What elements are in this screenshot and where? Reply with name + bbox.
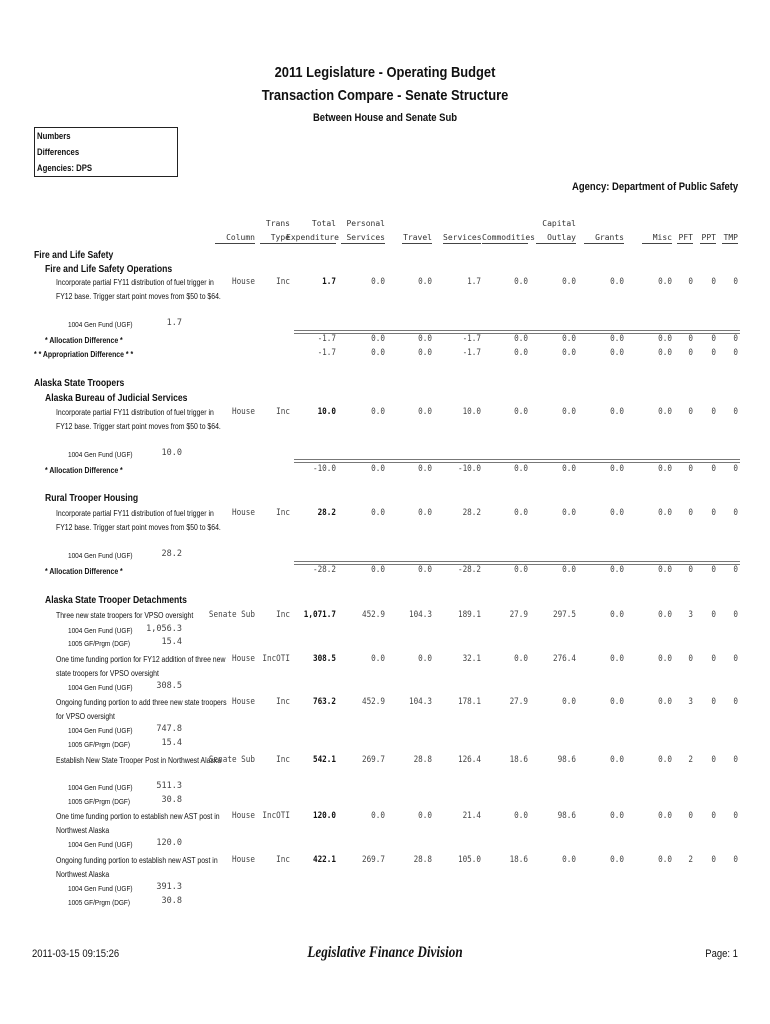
line-item-value: 0 — [711, 407, 716, 417]
division-signature: Legislative Finance Division — [307, 944, 463, 961]
line-item-value: 0.0 — [514, 811, 528, 821]
difference-value: 0.0 — [562, 565, 576, 575]
difference-value: 0 — [733, 348, 738, 358]
transaction-description: Three new state troopers for VPSO oversight — [56, 611, 194, 620]
column-header: Commodities — [482, 233, 535, 242]
transaction-description: Incorporate partial FY11 distribution of fuel trigger in FY12 base. Trigger start point moves from $50 to $64. — [56, 278, 221, 301]
line-item-value: 98.6 — [557, 755, 576, 765]
fund-amount: 120.0 — [156, 838, 182, 848]
difference-value: -1.7 — [317, 334, 336, 344]
difference-value: 0.0 — [562, 348, 576, 358]
difference-value: 0 — [711, 334, 716, 344]
difference-value: 0.0 — [610, 464, 624, 474]
line-item-value: 178.1 — [457, 697, 481, 707]
line-item-value: 452.9 — [361, 697, 385, 707]
line-item-value: 0.0 — [371, 508, 385, 518]
line-item-value: 0 — [733, 855, 738, 865]
line-item-value: 105.0 — [457, 855, 481, 865]
column-value: House — [231, 811, 255, 821]
line-item-value: 10.0 — [462, 407, 481, 417]
column-value: House — [231, 855, 255, 865]
fund-source: 1004 Gen Fund (UGF) — [68, 783, 133, 792]
line-item-value: 0.0 — [418, 811, 432, 821]
line-item-value: 0.0 — [658, 654, 672, 664]
line-item-value: 0 — [688, 277, 693, 287]
trans-type: Inc — [276, 855, 290, 865]
line-item-value: 0 — [688, 811, 693, 821]
timestamp: 2011-03-15 09:15:26 — [32, 948, 120, 960]
line-item-value: 0.0 — [610, 811, 624, 821]
line-item-value: 0.0 — [514, 407, 528, 417]
total-expenditure: 120.0 — [312, 811, 336, 821]
difference-label: * Allocation Difference * — [45, 567, 123, 576]
line-item-value: 0.0 — [371, 277, 385, 287]
line-item-value: 0.0 — [658, 811, 672, 821]
total-expenditure: 1,071.7 — [303, 610, 336, 620]
transaction-description: Incorporate partial FY11 distribution of fuel trigger in FY12 base. Trigger start point moves from $50 to $64. — [56, 509, 221, 532]
filter-differences: Differences — [37, 147, 80, 157]
difference-value: -1.7 — [317, 348, 336, 358]
total-rule — [294, 330, 740, 334]
difference-value: -10.0 — [457, 464, 481, 474]
difference-value: 0.0 — [371, 464, 385, 474]
fund-source: 1004 Gen Fund (UGF) — [68, 626, 133, 635]
line-item-value: 0.0 — [371, 811, 385, 821]
line-item-value: 3 — [688, 610, 693, 620]
total-expenditure: 10.0 — [317, 407, 336, 417]
difference-value: 0 — [733, 464, 738, 474]
difference-value: 0.0 — [418, 348, 432, 358]
column-header: Misc — [642, 232, 672, 244]
fund-source: 1005 GF/Prgm (DGF) — [68, 740, 131, 749]
column-value: Senate Sub — [208, 755, 255, 765]
line-item-value: 0.0 — [610, 277, 624, 287]
total-rule — [294, 459, 740, 463]
line-item-value: 0.0 — [610, 610, 624, 620]
line-item-value: 0 — [733, 407, 738, 417]
column-value: House — [231, 407, 255, 417]
line-item-value: 297.5 — [552, 610, 576, 620]
line-item-value: 0 — [733, 277, 738, 287]
difference-value: -28.2 — [312, 565, 336, 575]
fund-source: 1004 Gen Fund (UGF) — [68, 551, 133, 560]
trans-type: Inc — [276, 407, 290, 417]
line-item-value: 0 — [733, 755, 738, 765]
line-item-value: 1.7 — [467, 277, 481, 287]
column-header: Outlay — [536, 232, 576, 244]
fund-amount: 30.8 — [161, 896, 182, 906]
filter-numbers: Numbers — [37, 131, 71, 141]
difference-value: 0.0 — [514, 348, 528, 358]
column-header: Services — [443, 233, 482, 242]
line-item-value: 0.0 — [562, 508, 576, 518]
difference-value: 0.0 — [514, 464, 528, 474]
difference-value: 0 — [688, 565, 693, 575]
difference-label: * * Appropriation Difference * * — [34, 350, 134, 359]
column-value: House — [231, 277, 255, 287]
difference-value: 0.0 — [610, 334, 624, 344]
line-item-value: 0.0 — [658, 697, 672, 707]
line-item-value: 189.1 — [457, 610, 481, 620]
difference-value: 0 — [733, 565, 738, 575]
page-number: Page: 1 — [705, 948, 738, 960]
line-item-value: 0.0 — [610, 407, 624, 417]
line-item-value: 0 — [733, 811, 738, 821]
report-subtitle: Transaction Compare - Senate Structure — [261, 87, 509, 104]
trans-type: Inc — [276, 610, 290, 620]
column-header: PFT — [678, 233, 693, 242]
total-expenditure: 1.7 — [322, 277, 336, 287]
line-item-value: 0.0 — [371, 654, 385, 664]
difference-value: 0.0 — [371, 348, 385, 358]
fund-amount: 1,056.3 — [146, 624, 182, 634]
column-header: TMP — [723, 233, 738, 242]
trans-type: IncOTI — [262, 811, 290, 821]
fund-source: 1005 GF/Prgm (DGF) — [68, 797, 131, 806]
total-rule — [294, 561, 740, 565]
column-header-line1: Capital — [542, 219, 576, 228]
line-item-value: 18.6 — [509, 855, 528, 865]
line-item-value: 0 — [688, 508, 693, 518]
fund-amount: 15.4 — [161, 738, 182, 748]
line-item-value: 0.0 — [514, 508, 528, 518]
total-expenditure: 542.1 — [312, 755, 336, 765]
fund-source: 1004 Gen Fund (UGF) — [68, 320, 133, 329]
line-item-value: 98.6 — [557, 811, 576, 821]
transaction-description: Establish New State Trooper Post in Northwest Alaska — [56, 756, 222, 765]
line-item-value: 28.2 — [462, 508, 481, 518]
column-header: PPT — [701, 233, 716, 242]
fund-source: 1004 Gen Fund (UGF) — [68, 726, 133, 735]
line-item-value: 0.0 — [418, 277, 432, 287]
fund-amount: 1.7 — [166, 318, 182, 328]
difference-value: 0.0 — [418, 464, 432, 474]
trans-type: Inc — [276, 277, 290, 287]
difference-value: -1.7 — [462, 348, 481, 358]
transaction-description: One time funding portion to establish new AST post in Northwest Alaska — [56, 812, 220, 835]
column-header: Column — [215, 232, 255, 244]
section-heading: Fire and Life Safety Operations — [45, 264, 173, 275]
transaction-description: One time funding portion for FY12 addition of three new state troopers for VPSO oversight — [56, 655, 226, 678]
column-value: House — [231, 508, 255, 518]
line-item-value: 32.1 — [462, 654, 481, 664]
agency-label: Agency: Department of Public Safety — [571, 181, 738, 193]
difference-value: 0.0 — [610, 348, 624, 358]
fund-source: 1004 Gen Fund (UGF) — [68, 683, 133, 692]
difference-value: 0.0 — [610, 565, 624, 575]
line-item-value: 0.0 — [514, 654, 528, 664]
fund-amount: 15.4 — [161, 637, 182, 647]
line-item-value: 269.7 — [361, 755, 385, 765]
line-item-value: 0.0 — [514, 277, 528, 287]
difference-value: 0.0 — [658, 334, 672, 344]
line-item-value: 0.0 — [562, 697, 576, 707]
fund-source: 1004 Gen Fund (UGF) — [68, 884, 133, 893]
difference-value: 0.0 — [658, 464, 672, 474]
line-item-value: 0.0 — [418, 508, 432, 518]
line-item-value: 2 — [688, 855, 693, 865]
difference-value: -1.7 — [462, 334, 481, 344]
column-header-line1: Trans — [265, 219, 290, 228]
difference-value: 0.0 — [562, 464, 576, 474]
line-item-value: 28.8 — [413, 855, 432, 865]
line-item-value: 3 — [688, 697, 693, 707]
line-item-value: 27.9 — [509, 610, 528, 620]
line-item-value: 0.0 — [371, 407, 385, 417]
difference-value: 0 — [688, 348, 693, 358]
line-item-value: 104.3 — [408, 697, 432, 707]
line-item-value: 0.0 — [658, 277, 672, 287]
filter-box — [34, 127, 178, 177]
report-title: 2011 Legislature - Operating Budget — [274, 64, 496, 81]
fund-source: 1004 Gen Fund (UGF) — [68, 840, 133, 849]
fund-amount: 391.3 — [156, 882, 182, 892]
column-value: House — [231, 654, 255, 664]
line-item-value: 0 — [711, 855, 716, 865]
line-item-value: 0.0 — [418, 407, 432, 417]
line-item-value: 0 — [711, 811, 716, 821]
line-item-value: 0.0 — [562, 855, 576, 865]
section-heading: Alaska State Trooper Detachments — [45, 595, 187, 606]
fund-amount: 511.3 — [156, 781, 182, 791]
transaction-description: Incorporate partial FY11 distribution of fuel trigger in FY12 base. Trigger start point moves from $50 to $64. — [56, 408, 221, 431]
difference-value: 0.0 — [658, 348, 672, 358]
line-item-value: 0 — [711, 697, 716, 707]
line-item-value: 0 — [711, 654, 716, 664]
line-item-value: 0 — [733, 508, 738, 518]
difference-value: 0 — [688, 464, 693, 474]
trans-type: IncOTI — [262, 654, 290, 664]
line-item-value: 0.0 — [610, 855, 624, 865]
line-item-value: 0 — [688, 407, 693, 417]
difference-value: 0.0 — [371, 565, 385, 575]
difference-value: -10.0 — [312, 464, 336, 474]
column-header-line1: Personal — [346, 219, 385, 228]
line-item-value: 0.0 — [610, 755, 624, 765]
line-item-value: 126.4 — [457, 755, 481, 765]
difference-value: 0 — [711, 464, 716, 474]
column-header: Type — [260, 232, 290, 244]
line-item-value: 0.0 — [610, 654, 624, 664]
column-value: Senate Sub — [208, 610, 255, 620]
line-item-value: 0.0 — [562, 407, 576, 417]
line-item-value: 452.9 — [361, 610, 385, 620]
difference-value: 0 — [733, 334, 738, 344]
line-item-value: 0 — [688, 654, 693, 664]
difference-value: 0 — [711, 565, 716, 575]
line-item-value: 21.4 — [462, 811, 481, 821]
fund-amount: 10.0 — [161, 448, 182, 458]
line-item-value: 0.0 — [658, 610, 672, 620]
difference-label: * Allocation Difference * — [45, 336, 123, 345]
trans-type: Inc — [276, 755, 290, 765]
line-item-value: 0 — [733, 697, 738, 707]
column-header: Services — [341, 232, 385, 244]
transaction-description: Ongoing funding portion to add three new state troopers for VPSO oversight — [56, 698, 227, 721]
line-item-value: 0 — [733, 610, 738, 620]
difference-value: 0.0 — [514, 565, 528, 575]
fund-source: 1004 Gen Fund (UGF) — [68, 450, 133, 459]
line-item-value: 0 — [711, 277, 716, 287]
line-item-value: 18.6 — [509, 755, 528, 765]
section-heading: Rural Trooper Housing — [45, 493, 139, 504]
difference-value: 0 — [711, 348, 716, 358]
column-header: Travel — [403, 233, 432, 242]
line-item-value: 276.4 — [552, 654, 576, 664]
trans-type: Inc — [276, 697, 290, 707]
trans-type: Inc — [276, 508, 290, 518]
column-header: Grants — [584, 232, 624, 244]
transaction-description: Ongoing funding portion to establish new AST post in Northwest Alaska — [56, 856, 218, 879]
line-item-value: 0.0 — [658, 407, 672, 417]
difference-value: 0.0 — [418, 334, 432, 344]
total-expenditure: 28.2 — [317, 508, 336, 518]
fund-source: 1005 GF/Prgm (DGF) — [68, 898, 131, 907]
difference-value: 0.0 — [562, 334, 576, 344]
difference-label: * Allocation Difference * — [45, 466, 123, 475]
line-item-value: 2 — [688, 755, 693, 765]
fund-amount: 308.5 — [156, 681, 182, 691]
difference-value: 0.0 — [514, 334, 528, 344]
line-item-value: 0.0 — [610, 508, 624, 518]
line-item-value: 0.0 — [562, 277, 576, 287]
line-item-value: 0 — [711, 610, 716, 620]
line-item-value: 0.0 — [610, 697, 624, 707]
difference-value: 0.0 — [658, 565, 672, 575]
report-comparison: Between House and Senate Sub — [312, 112, 458, 124]
difference-value: 0.0 — [418, 565, 432, 575]
line-item-value: 0.0 — [658, 508, 672, 518]
difference-value: 0 — [688, 334, 693, 344]
line-item-value: 0.0 — [658, 855, 672, 865]
section-heading: Alaska State Troopers — [34, 378, 125, 389]
filter-agencies: Agencies: DPS — [37, 163, 93, 173]
fund-amount: 747.8 — [156, 724, 182, 734]
fund-source: 1005 GF/Prgm (DGF) — [68, 639, 131, 648]
line-item-value: 0.0 — [658, 755, 672, 765]
line-item-value: 269.7 — [361, 855, 385, 865]
line-item-value: 0.0 — [418, 654, 432, 664]
difference-value: -28.2 — [457, 565, 481, 575]
line-item-value: 28.8 — [413, 755, 432, 765]
line-item-value: 27.9 — [509, 697, 528, 707]
column-value: House — [231, 697, 255, 707]
line-item-value: 104.3 — [408, 610, 432, 620]
section-heading: Alaska Bureau of Judicial Services — [45, 393, 188, 404]
line-item-value: 0 — [733, 654, 738, 664]
column-header: Expenditure — [286, 233, 339, 242]
total-expenditure: 763.2 — [312, 697, 336, 707]
total-expenditure: 422.1 — [312, 855, 336, 865]
fund-amount: 30.8 — [161, 795, 182, 805]
difference-value: 0.0 — [371, 334, 385, 344]
fund-amount: 28.2 — [161, 549, 182, 559]
line-item-value: 0 — [711, 755, 716, 765]
line-item-value: 0 — [711, 508, 716, 518]
total-expenditure: 308.5 — [312, 654, 336, 664]
column-header-line1: Total — [311, 219, 336, 228]
section-heading: Fire and Life Safety — [34, 250, 114, 261]
